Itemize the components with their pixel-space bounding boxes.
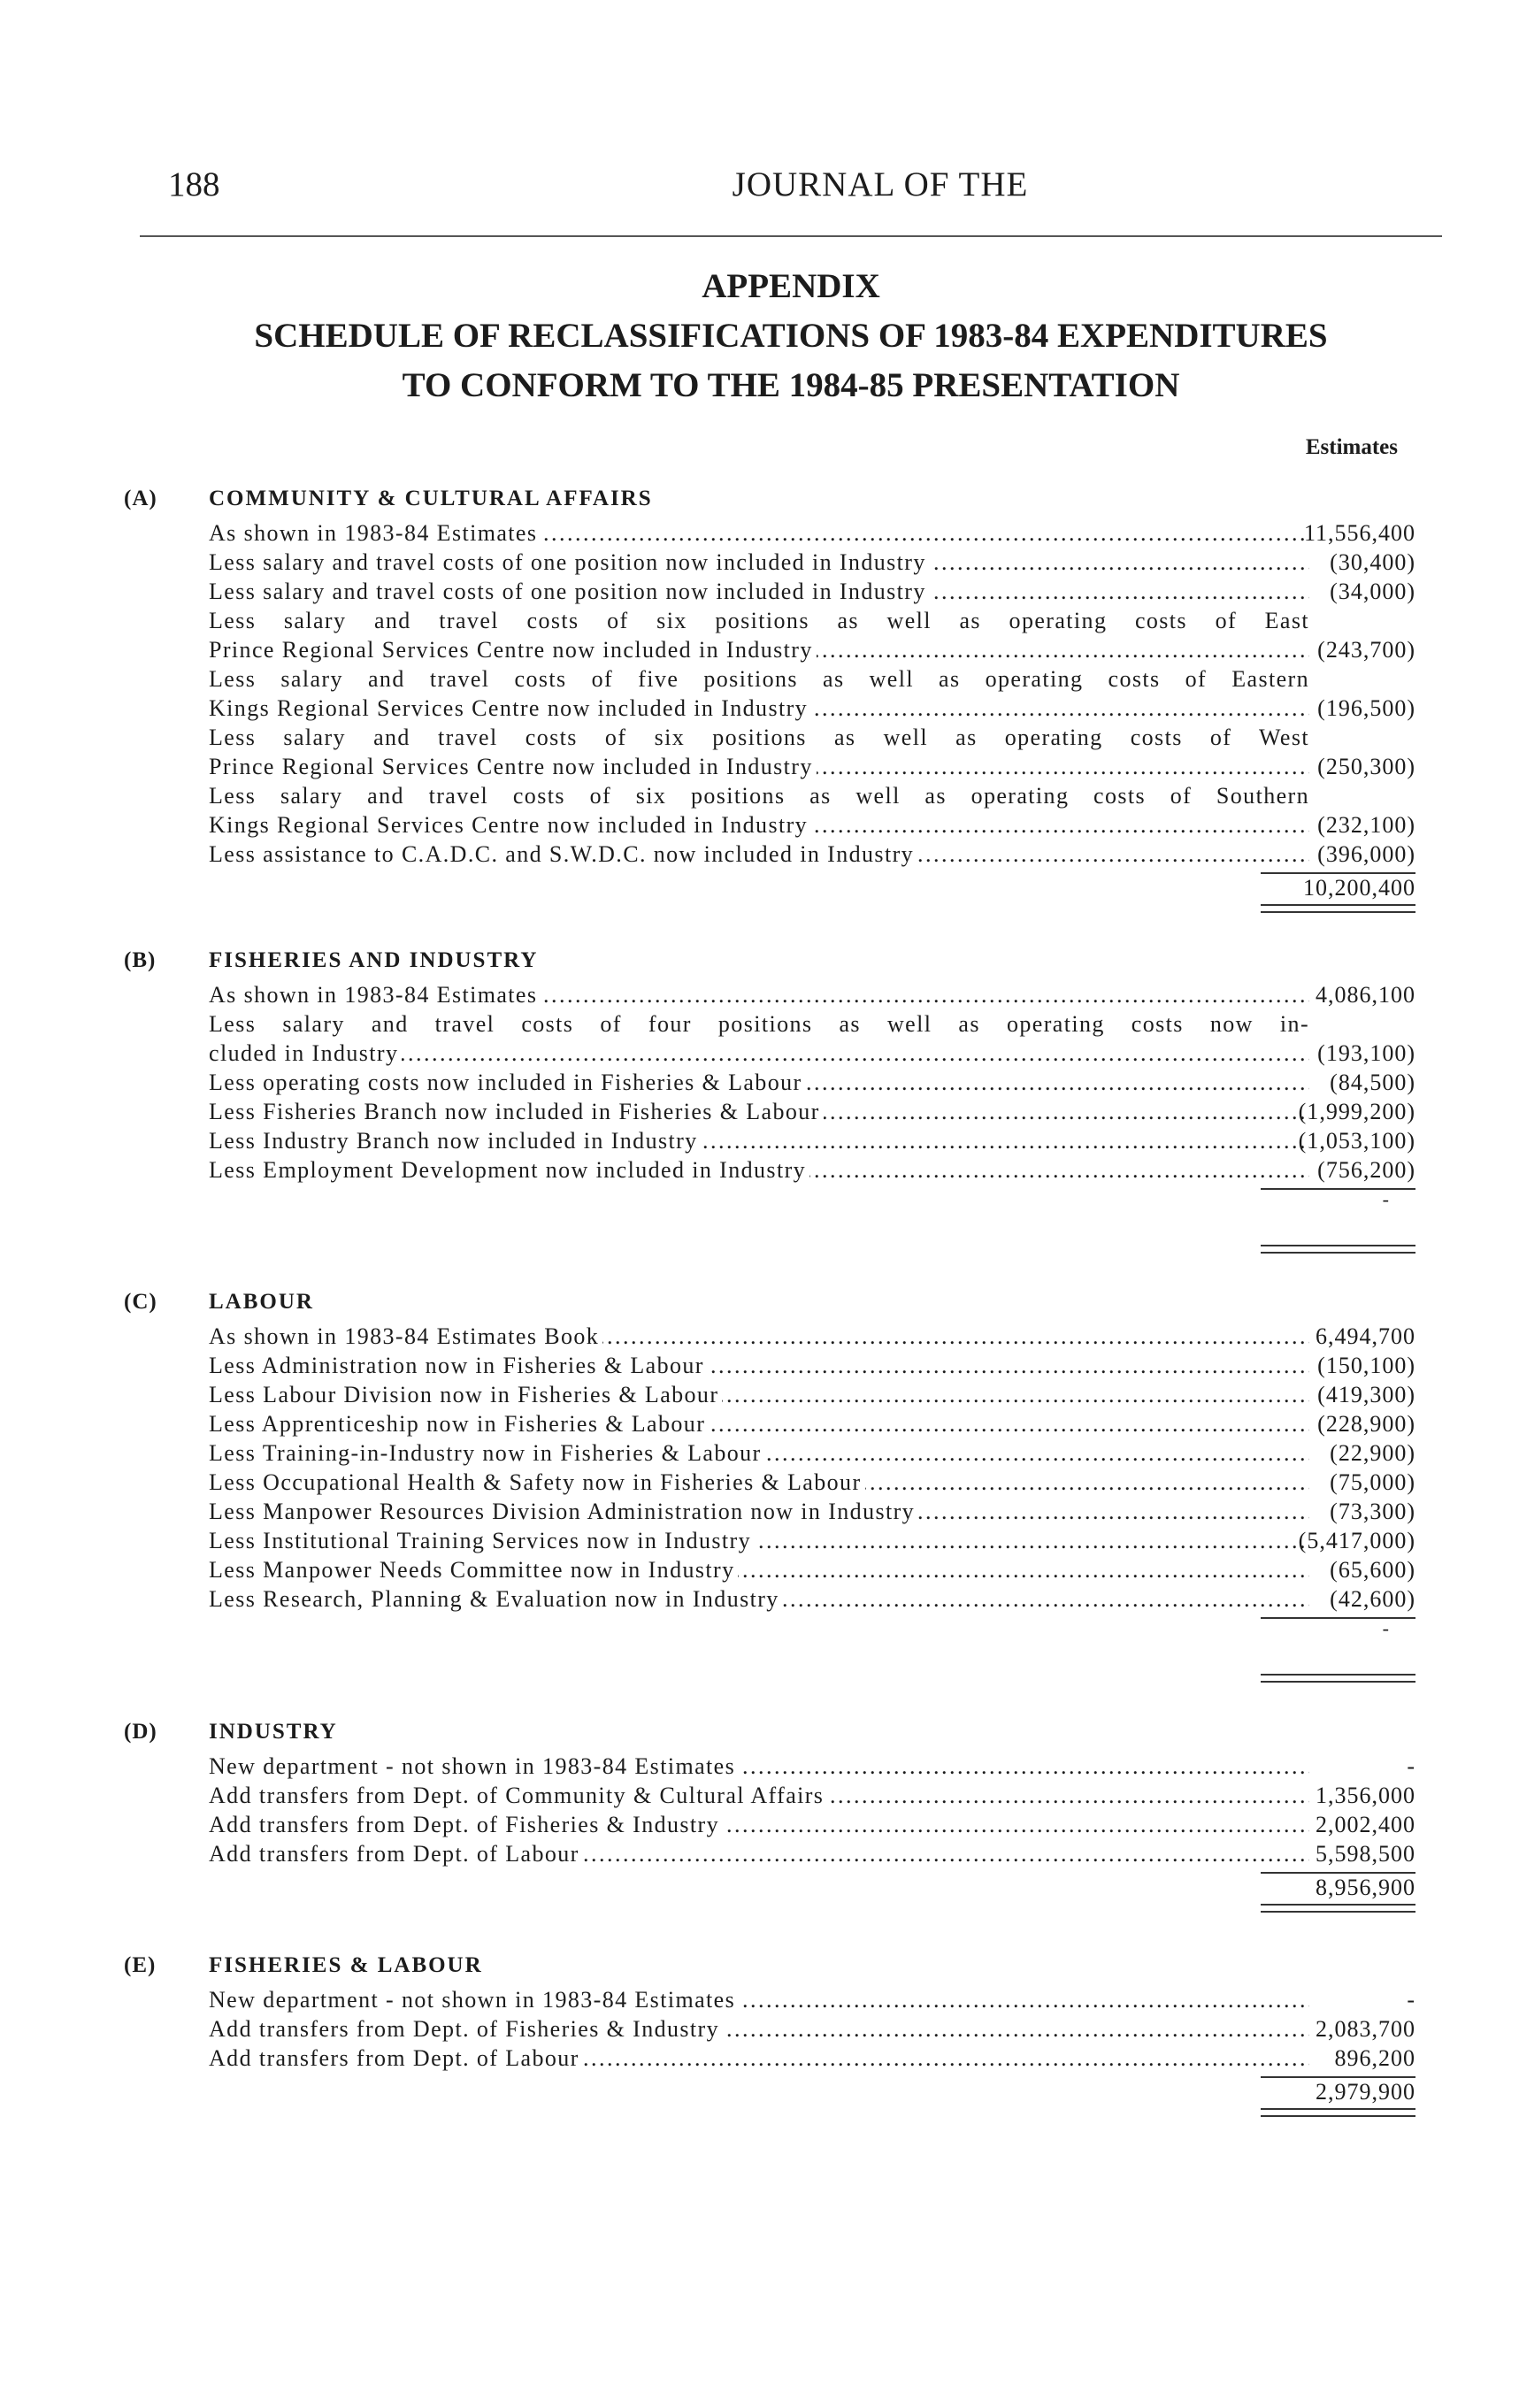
section-title: FISHERIES AND INDUSTRY [209,948,539,972]
row-amount: (84,500) [1330,1070,1415,1095]
table-row [124,664,1415,694]
section-a [124,487,1415,904]
row-label: Add transfers from Dept. of Labour [209,1841,583,1867]
table-row [124,1380,1415,1409]
table-row [124,2044,1415,2073]
section-total [124,2073,1415,2108]
table-row [124,1097,1415,1126]
row-amount: (396,000) [1317,841,1415,867]
table-row [124,1039,1415,1068]
page-header [168,165,1442,209]
section-letter: (A) [124,487,157,510]
row-label: Less operating costs now included in Fisheries & Labour [209,1070,806,1095]
row-amount: (419,300) [1317,1382,1415,1407]
section-letter: (B) [124,948,157,972]
row-label: Kings Regional Services Centre now included in Industry [209,695,811,721]
row-amount: - [1407,1753,1415,1779]
row-label: Less Employment Development now included in Industry [209,1157,809,1183]
table-row [124,1985,1415,2014]
row-amount: 896,200 [1334,2045,1415,2071]
total-amount: 2,979,900 [1316,2079,1415,2105]
row-label: Less salary and travel costs of four positions as well as operating costs now in- [209,1011,1309,1037]
row-label: Less Manpower Resources Division Administration now in Industry [209,1499,918,1524]
table-row [124,548,1415,577]
table-row [124,1781,1415,1810]
table-row [124,694,1415,723]
row-amount: (196,500) [1317,695,1415,721]
section-total [124,1614,1415,1649]
row-amount: (42,600) [1330,1586,1415,1612]
row-label: Less Training-in-Industry now in Fisheries & Labour [209,1440,765,1466]
double-rule [1261,1674,1415,1683]
table-row [124,1009,1415,1039]
table-row [124,577,1415,606]
row-amount: (75,000) [1330,1469,1415,1495]
table-row [124,810,1415,840]
schedule-title: SCHEDULE OF RECLASSIFICATIONS OF 1983-84 EXPENDITURES [254,317,1328,355]
table-row [124,1322,1415,1351]
row-label: As shown in 1983-84 Estimates [209,520,541,546]
table-row [124,1438,1415,1468]
table-row [124,1468,1415,1497]
row-label: Add transfers from Dept. of Labour [209,2045,583,2071]
table-row [124,1497,1415,1526]
table-row [124,980,1415,1009]
section-total [124,869,1415,904]
section-title: COMMUNITY & CULTURAL AFFAIRS [209,487,653,510]
row-label: Less Occupational Health & Safety now in Fisheries & Labour [209,1469,865,1495]
header-rule [140,235,1442,237]
row-amount: (22,900) [1330,1440,1415,1466]
row-amount: 11,556,400 [1303,520,1415,546]
double-rule [1261,904,1415,913]
row-label: Add transfers from Dept. of Community & Cultural Affairs [209,1783,827,1808]
estimates-column-header: Estimates [1305,435,1398,459]
page-number: 188 [168,165,220,203]
table-row [124,2014,1415,2044]
double-rule [1261,1245,1415,1254]
schedule-subtitle: TO CONFORM TO THE 1984-85 PRESENTATION [402,366,1180,404]
total-rule [1261,1188,1415,1190]
table-row [124,606,1415,635]
row-amount: (1,999,200) [1298,1099,1415,1124]
row-label: Add transfers from Dept. of Fisheries & Industry [209,1812,723,1837]
section-letter: (E) [124,1953,157,1977]
row-label: New department - not shown in 1983-84 Estimates [209,1753,739,1779]
double-rule [1261,2108,1415,2117]
appendix-title: APPENDIX [702,267,880,305]
section-heading [124,948,1415,980]
row-label: Less salary and travel costs of six positions as well as operating costs of West [209,725,1309,750]
section-d [124,1720,1415,1904]
total-amount: - [1382,1188,1389,1210]
section-total [124,1868,1415,1904]
row-amount: (5,417,000) [1298,1528,1415,1553]
section-heading [124,487,1415,518]
table-row [124,723,1415,752]
row-label: Prince Regional Services Centre now included in Industry [209,754,817,779]
section-total [124,1185,1415,1220]
row-label: Less Labour Division now in Fisheries & Labour [209,1382,722,1407]
row-label: Prince Regional Services Centre now included in Industry [209,637,817,663]
table-row [124,1351,1415,1380]
row-amount: (65,600) [1330,1557,1415,1583]
row-label: Less Apprenticeship now in Fisheries & Labour [209,1411,709,1437]
table-row [124,635,1415,664]
row-amount: (228,900) [1317,1411,1415,1437]
row-amount: (150,100) [1317,1353,1415,1378]
section-title: INDUSTRY [209,1720,338,1744]
row-label: Less Administration now in Fisheries & Labour [209,1353,708,1378]
row-label: New department - not shown in 1983-84 Estimates [209,1987,739,2013]
row-label: cluded in Industry [209,1040,402,1066]
row-amount: 1,356,000 [1316,1783,1415,1808]
row-label: Less Manpower Needs Committee now in Industry [209,1557,738,1583]
row-amount: 6,494,700 [1316,1323,1415,1349]
table-row [124,1409,1415,1438]
document-titles [140,262,1442,410]
row-label: As shown in 1983-84 Estimates [209,982,541,1008]
row-label: Less salary and travel costs of six positions as well as operating costs of Southern [209,783,1309,809]
row-label: Less Research, Planning & Evaluation now in Industry [209,1586,783,1612]
row-label: Add transfers from Dept. of Fisheries & Industry [209,2016,723,2042]
double-rule [1261,1904,1415,1913]
section-c [124,1290,1415,1649]
row-label: Less salary and travel costs of one position now included in Industry [209,579,930,604]
row-label: Less Fisheries Branch now included in Fisheries & Labour [209,1099,824,1124]
row-amount: 2,083,700 [1316,2016,1415,2042]
row-amount: (250,300) [1317,754,1415,779]
row-label: Less salary and travel costs of five positions as well as operating costs of Eastern [209,666,1309,692]
row-amount: (193,100) [1317,1040,1415,1066]
row-amount: - [1407,1987,1415,2013]
row-label: Less assistance to C.A.D.C. and S.W.D.C. now included in Industry [209,841,917,867]
table-row [124,1839,1415,1868]
table-row [124,1584,1415,1614]
journal-title: JOURNAL OF THE [732,165,1029,203]
row-amount: (243,700) [1317,637,1415,663]
row-label: Less Industry Branch now included in Industry [209,1128,702,1154]
row-label: Less salary and travel costs of six positions as well as operating costs of East [209,608,1309,633]
section-title: FISHERIES & LABOUR [209,1953,483,1977]
table-row [124,1068,1415,1097]
section-letter: (C) [124,1290,157,1314]
row-amount: 4,086,100 [1316,982,1415,1008]
table-row [124,1752,1415,1781]
total-amount: 8,956,900 [1316,1875,1415,1900]
row-label: As shown in 1983-84 Estimates Book [209,1323,602,1349]
table-row [124,1810,1415,1839]
total-amount: 10,200,400 [1303,875,1415,901]
total-rule [1261,1617,1415,1619]
row-amount: 5,598,500 [1316,1841,1415,1867]
row-amount: (1,053,100) [1298,1128,1415,1154]
row-amount: (756,200) [1317,1157,1415,1183]
table-row [124,1155,1415,1185]
row-amount: 2,002,400 [1316,1812,1415,1837]
section-letter: (D) [124,1720,157,1744]
table-row [124,781,1415,810]
section-e [124,1953,1415,2108]
section-b [124,948,1415,1220]
table-row [124,840,1415,869]
row-label: Less salary and travel costs of one position now included in Industry [209,549,930,575]
table-row [124,518,1415,548]
total-amount: - [1382,1617,1389,1639]
row-label: Less Institutional Training Services now in Industry [209,1528,755,1553]
row-amount: (30,400) [1330,549,1415,575]
table-row [124,752,1415,781]
table-row [124,1555,1415,1584]
row-amount: (232,100) [1317,812,1415,838]
section-heading [124,1720,1415,1752]
row-amount: (73,300) [1330,1499,1415,1524]
row-amount: (34,000) [1330,579,1415,604]
table-row [124,1526,1415,1555]
row-label: Kings Regional Services Centre now included in Industry [209,812,811,838]
section-title: LABOUR [209,1290,314,1314]
section-heading [124,1953,1415,1985]
section-heading [124,1290,1415,1322]
table-row [124,1126,1415,1155]
